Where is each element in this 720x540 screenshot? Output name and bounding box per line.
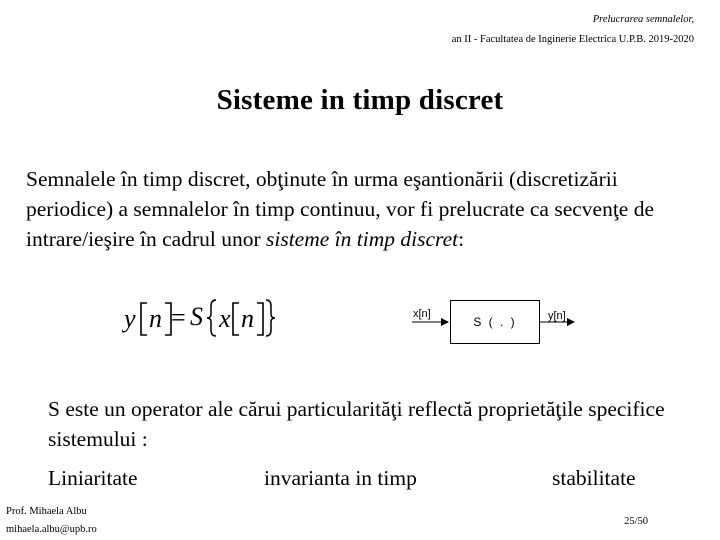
- course-info: an II - Facultatea de Inginerie Electrica U.P.B. 2019-2020: [451, 34, 694, 45]
- slide-title: Sisteme in timp discret: [216, 84, 504, 116]
- output-signal-label: y[n]: [548, 310, 566, 322]
- input-signal-label: x[n]: [413, 308, 431, 320]
- footer-author: Prof. Mihaela Albu: [6, 506, 87, 517]
- eq-equals: =: [171, 303, 186, 332]
- eq-n2: n: [241, 304, 254, 333]
- intro-tail: :: [458, 227, 465, 251]
- eq-n1: n: [149, 304, 162, 333]
- intro-emphasis: sisteme în timp discret: [266, 227, 459, 251]
- eq-y: y: [124, 304, 136, 333]
- page-number: 25/50: [624, 516, 648, 527]
- operator-description: S este un operator ale cărui particularităţi reflectă proprietăţile specifice sistemului :: [48, 397, 665, 451]
- property-time-invariance: invarianta in timp: [264, 466, 417, 490]
- system-block: S ( . ): [450, 300, 540, 344]
- footer-email: mihaela.albu@upb.ro: [6, 524, 97, 535]
- course-title: Prelucrarea semnalelor,: [592, 14, 694, 25]
- eq-x: x: [219, 304, 231, 333]
- property-linearity: Liniaritate: [48, 466, 138, 490]
- eq-operator-s: S: [190, 302, 203, 331]
- property-stability: stabilitate: [552, 466, 636, 490]
- intro-text: Semnalele în timp discret, obţinute în urma eşantionării (discretizării periodice) a semnalelor în timp continuu, vor fi prelucrate ca secvenţe de intrare/ieşire în cadrul unor: [26, 167, 655, 251]
